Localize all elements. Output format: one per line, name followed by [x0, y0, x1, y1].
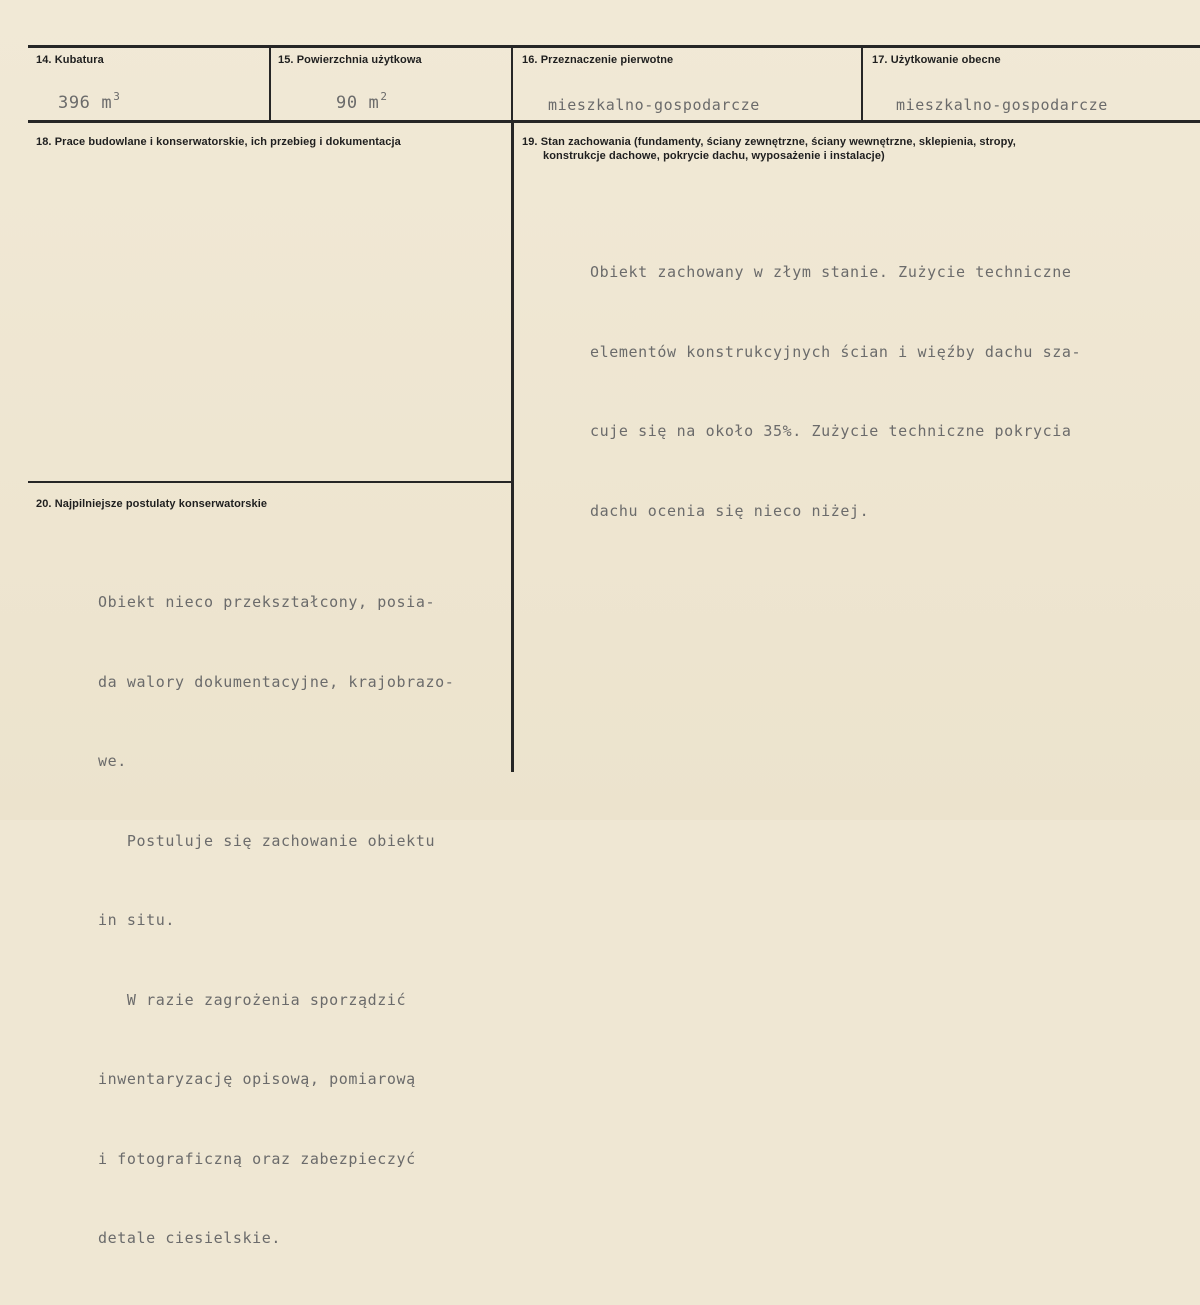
field-16-label: 16. Przeznaczenie pierwotne — [522, 54, 674, 66]
postulate-line: da walory dokumentacyjne, krajobrazo- — [98, 672, 455, 691]
condition-line: elementów konstrukcyjnych ścian i więźby dachu sza- — [590, 342, 1082, 361]
postulate-line: Postuluje się zachowanie obiektu — [98, 831, 436, 850]
area-value: 90 m — [336, 93, 380, 113]
field-19-text — [590, 206, 1081, 577]
field-15-label: 15. Powierzchnia użytkowa — [278, 54, 422, 66]
field-14-label: 14. Kubatura — [36, 54, 104, 66]
condition-line: Obiekt zachowany w złym stanie. Zużycie techniczne — [590, 263, 1072, 281]
divider-14-15 — [269, 45, 271, 123]
field-15-value — [336, 90, 388, 113]
field-19-label-line1: 19. Stan zachowania (fundamenty, ściany zewnętrzne, ściany wewnętrzne, sklepienia, stropy, — [522, 136, 1016, 148]
postulate-line: W razie zagrożenia sporządzić — [98, 990, 407, 1009]
box18-bottom-rule — [28, 481, 513, 483]
divider-15-16 — [511, 45, 513, 123]
row1-bottom-rule — [28, 120, 1200, 123]
postulate-line: Obiekt nieco przekształcony, posia- — [98, 593, 436, 611]
field-17-label: 17. Użytkowanie obecne — [872, 54, 1001, 66]
divider-16-17 — [861, 45, 863, 123]
top-rule — [28, 45, 1200, 48]
area-unit-exponent: 2 — [380, 90, 388, 103]
cubature-value: 396 m — [58, 93, 113, 113]
postulate-line: we. — [98, 752, 127, 770]
field-14-value — [58, 90, 120, 113]
field-17-value: mieszkalno-gospodarcze — [896, 96, 1108, 114]
postulate-line: i fotograficzną oraz zabezpieczyć — [98, 1149, 416, 1168]
cubature-unit-exponent: 3 — [113, 90, 121, 103]
condition-line: dachu ocenia się nieco niżej. — [590, 501, 870, 520]
field-18-label: 18. Prace budowlane i konserwatorskie, ich przebieg i dokumentacja — [36, 136, 401, 148]
field-16-value: mieszkalno-gospodarcze — [548, 96, 760, 114]
field-19-label-line2: konstrukcje dachowe, pokrycie dachu, wyposażenie i instalacje) — [543, 150, 885, 162]
field-20-text — [98, 536, 454, 1305]
postulate-line: inwentaryzację opisową, pomiarową — [98, 1070, 416, 1088]
postulate-line: detale ciesielskie. — [98, 1229, 281, 1247]
divider-left-right — [511, 120, 514, 772]
condition-line: cuje się na około 35%. Zużycie techniczne pokrycia — [590, 422, 1072, 440]
postulate-line: in situ. — [98, 911, 176, 929]
field-20-label: 20. Najpilniejsze postulaty konserwatorskie — [36, 498, 268, 510]
